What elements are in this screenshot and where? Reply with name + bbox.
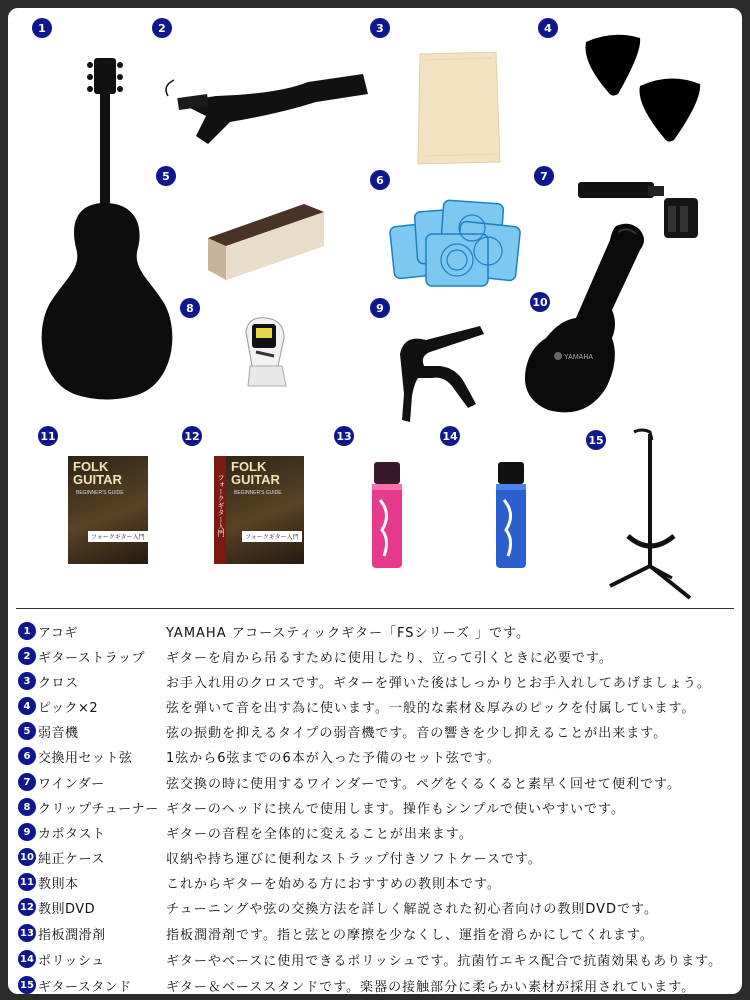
book-title-line1: FOLK: [73, 459, 109, 474]
badge-1: 1: [32, 18, 52, 38]
guitar-strap-icon: [158, 66, 378, 156]
list-text: ギターのヘッドに挟んで使用します。操作もシンプルで使いやすいです。: [166, 801, 625, 817]
guitar-picks-icon: [578, 32, 708, 144]
list-label: ピック×2: [38, 700, 99, 716]
instruction-book-icon: [68, 456, 148, 564]
list-label: アコギ: [38, 625, 78, 641]
list-item: [18, 620, 530, 642]
list-label: クロス: [38, 675, 79, 691]
list-text: 収納や持ち運びに便利なストラップ付きソフトケースです。: [166, 851, 542, 867]
string-set-icon: [386, 194, 528, 290]
badge-15: 15: [586, 430, 606, 450]
guitar-stand-icon: [602, 428, 702, 600]
list-text: お手入れ用のクロスです。ギターを弾いた後はしっかりとお手入れしてあげましょう。: [166, 675, 711, 691]
list-label: 教則本: [38, 876, 79, 892]
dvd-spine-text: フォークギター入門: [217, 474, 225, 537]
list-label: 弱音機: [38, 725, 79, 741]
list-text: チューニングや弦の交換方法を詳しく解説された初心者向けの教則DVDです。: [166, 901, 658, 917]
list-item: [18, 771, 682, 793]
list-text: ギターの音程を全体的に変えることが出来ます。: [166, 826, 473, 842]
list-badge: 9: [18, 823, 36, 841]
list-text: 弦交換の時に使用するワインダーです。ペグをくるくると素早く回せて便利です。: [166, 776, 682, 792]
list-item: [18, 745, 501, 767]
list-text: ギターやベースに使用できるポリッシュです。抗菌竹エキス配合で抗菌効果もあります。: [166, 953, 723, 969]
badge-8: 8: [180, 298, 200, 318]
badge-6: 6: [370, 170, 390, 190]
list-label: カポタスト: [38, 826, 106, 842]
list-badge: 4: [18, 697, 36, 715]
list-item: [18, 670, 711, 692]
cleaning-cloth-icon: [416, 52, 502, 168]
list-item: [18, 922, 654, 944]
book-subtitle: BEGINNER'S GUIDE: [76, 490, 124, 496]
list-label: 純正ケース: [38, 851, 105, 867]
badge-11: 11: [38, 426, 58, 446]
badge-3: 3: [370, 18, 390, 38]
dvd-title-line1: FOLK: [231, 459, 267, 474]
book-band: フォークギター入門: [88, 531, 148, 542]
list-label: 交換用セット弦: [38, 750, 133, 766]
list-text: 1弦から6弦までの6本が入った予備のセット弦です。: [166, 750, 501, 766]
list-label: ギタースタンド: [38, 979, 132, 995]
list-item: [18, 821, 473, 843]
list-item: [18, 871, 501, 893]
instruction-dvd-icon: [214, 456, 304, 564]
list-badge: 11: [18, 873, 36, 891]
list-badge: 12: [18, 898, 36, 916]
badge-5: 5: [156, 166, 176, 186]
badge-9: 9: [370, 298, 390, 318]
badge-13: 13: [334, 426, 354, 446]
list-item: [18, 846, 542, 868]
list-label: ギターストラップ: [38, 650, 145, 666]
list-item: [18, 974, 696, 996]
list-label: ワインダー: [38, 776, 105, 792]
list-item: [18, 896, 658, 918]
list-badge: 6: [18, 747, 36, 765]
dvd-band: フォークギター入門: [242, 531, 302, 542]
list-badge: 13: [18, 924, 36, 942]
list-text: これからギターを始める方におすすめの教則本です。: [166, 876, 501, 892]
list-badge: 1: [18, 622, 36, 640]
fingerboard-lubricant-icon: [370, 460, 404, 570]
gig-bag-icon: [520, 220, 656, 420]
clip-tuner-icon: [238, 312, 296, 390]
list-badge: 8: [18, 798, 36, 816]
badge-7: 7: [534, 166, 554, 186]
list-label: 教則DVD: [38, 901, 96, 917]
dvd-subtitle: BEGINNER'S GUIDE: [234, 490, 282, 496]
frame-bottom-edge: [0, 994, 750, 1000]
list-badge: 2: [18, 647, 36, 665]
list-badge: 15: [18, 976, 36, 994]
book-title-line2: GUITAR: [73, 472, 122, 487]
list-item: [18, 695, 696, 717]
list-label: 指板潤滑剤: [38, 927, 106, 943]
list-label: クリップチューナー: [38, 801, 159, 817]
list-item: [18, 720, 668, 742]
list-badge: 3: [18, 672, 36, 690]
list-text: ギター＆ベーススタンドです。楽器の接触部分に柔らかい素材が採用されています。: [166, 979, 696, 995]
mute-icon: [204, 198, 328, 282]
list-badge: 5: [18, 722, 36, 740]
list-badge: 10: [18, 848, 36, 866]
polish-icon: [494, 460, 528, 570]
list-text: 指板潤滑剤です。指と弦との摩擦を少なくし、運指を滑らかにしてくれます。: [166, 927, 654, 943]
list-badge: 14: [18, 950, 36, 968]
badge-12: 12: [182, 426, 202, 446]
badge-14: 14: [440, 426, 460, 446]
list-text: 弦の振動を抑えるタイプの弱音機です。音の響きを少し抑えることが出来ます。: [166, 725, 668, 741]
list-item: [18, 948, 723, 970]
badge-4: 4: [538, 18, 558, 38]
list-item: [18, 796, 625, 818]
case-logo: YAMAHA: [564, 354, 594, 361]
capo-icon: [396, 324, 488, 426]
list-text: ギターを肩から吊るすために使用したり、立って引くときに必要です。: [166, 650, 613, 666]
section-divider: [16, 608, 734, 609]
dvd-title-line2: GUITAR: [231, 472, 280, 487]
list-item: [18, 645, 613, 667]
badge-2: 2: [152, 18, 172, 38]
list-text: YAMAHA アコースティックギター「FSシリーズ 」です。: [166, 625, 530, 641]
badge-10: 10: [530, 292, 550, 312]
product-sheet: [4, 4, 746, 998]
list-text: 弦を弾いて音を出す為に使います。一般的な素材＆厚みのピックを付属しています。: [166, 700, 696, 716]
list-label: ポリッシュ: [38, 953, 105, 969]
list-badge: 7: [18, 773, 36, 791]
